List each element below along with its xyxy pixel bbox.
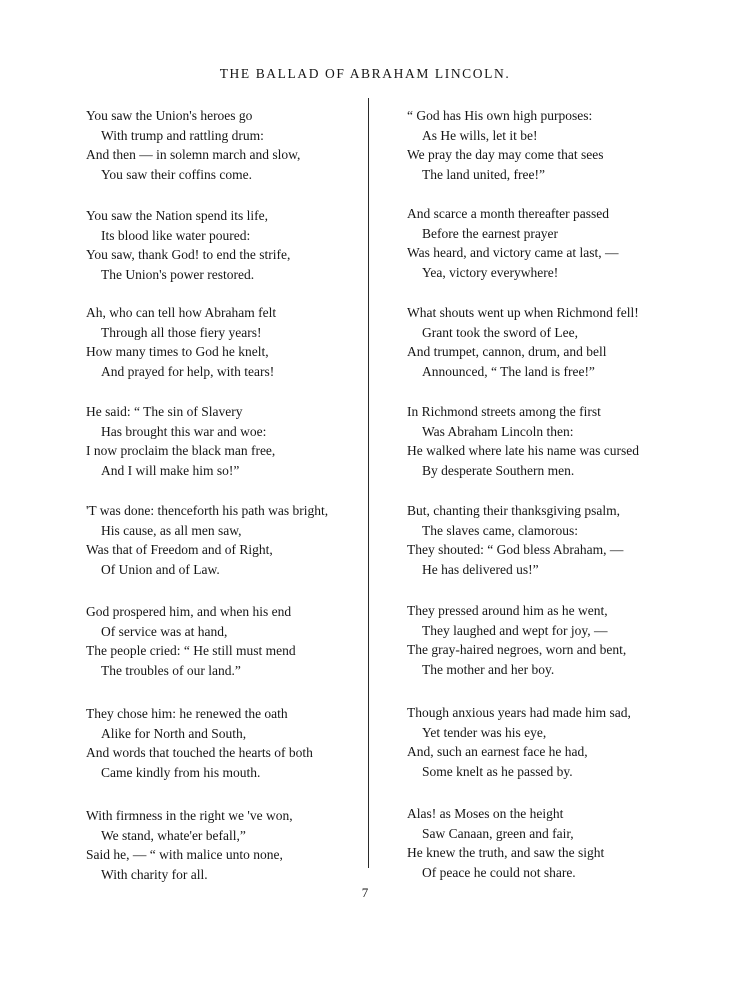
verse-line: Alike for North and South, xyxy=(101,725,247,741)
page-number: 7 xyxy=(361,885,369,900)
verse-line: As He wills, let it be! xyxy=(422,127,538,143)
page-title: THE BALLAD OF ABRAHAM LINCOLN. xyxy=(219,66,511,81)
verse-line: What shouts went up when Richmond fell! xyxy=(407,305,639,320)
verse-line: They pressed around him as he went, xyxy=(407,603,608,618)
verse-line: You saw, thank God! to end the strife, xyxy=(86,247,291,262)
stanza xyxy=(86,806,356,884)
verse-line: The slaves came, clamorous: xyxy=(422,522,578,538)
verse-line: With trump and rattling drum: xyxy=(101,127,264,143)
stanza xyxy=(86,402,356,480)
verse-line: You saw their coffins come. xyxy=(101,166,252,182)
verse-line: He walked where late his name was cursed xyxy=(407,443,640,458)
stanza xyxy=(86,206,356,284)
verse-line: I now proclaim the black man free, xyxy=(86,443,276,458)
verse-line: Before the earnest prayer xyxy=(422,225,559,241)
verse-line: Announced, “ The land is free!” xyxy=(422,363,595,379)
verse-line: He said: “ The sin of Slavery xyxy=(86,404,243,419)
verse-line: The gray-haired negroes, worn and bent, xyxy=(407,642,627,657)
verse-line: And then — in solemn march and slow, xyxy=(86,147,301,162)
stanza xyxy=(407,703,687,781)
verse-line: They laughed and wept for joy, — xyxy=(422,622,608,638)
verse-line: Said he, — “ with malice unto none, xyxy=(86,847,283,862)
stanza xyxy=(86,303,356,381)
verse-line: He has delivered us!” xyxy=(422,561,539,577)
stanza xyxy=(86,106,356,184)
verse-line: 'T was done: thenceforth his path was bright, xyxy=(86,503,329,518)
verse-line: Came kindly from his mouth. xyxy=(101,764,261,780)
stanza xyxy=(86,501,356,579)
verse-line: Through all those fiery years! xyxy=(101,324,262,340)
stanza xyxy=(86,602,356,680)
stanza xyxy=(407,402,687,480)
verse-line: You saw the Union's heroes go xyxy=(86,108,253,123)
verse-line: With firmness in the right we 've won, xyxy=(86,808,293,823)
verse-line: His cause, as all men saw, xyxy=(101,522,242,538)
verse-line: With charity for all. xyxy=(101,866,208,882)
verse-line: Ah, who can tell how Abraham felt xyxy=(86,305,277,320)
verse-line: The mother and her boy. xyxy=(422,661,555,677)
verse-line: Some knelt as he passed by. xyxy=(422,763,573,779)
verse-line: He knew the truth, and saw the sight xyxy=(407,845,605,860)
verse-line: We pray the day may come that sees xyxy=(407,147,604,162)
verse-line: They chose him: he renewed the oath xyxy=(86,706,288,721)
verse-line: Its blood like water poured: xyxy=(101,227,251,243)
verse-line: Though anxious years had made him sad, xyxy=(407,705,631,720)
verse-line: Yet tender was his eye, xyxy=(422,724,547,740)
column-divider xyxy=(368,98,369,868)
verse-line: But, chanting their thanksgiving psalm, xyxy=(407,503,620,518)
verse-line: And I will make him so!” xyxy=(101,462,240,478)
stanza xyxy=(407,303,687,381)
verse-line: Grant took the sword of Lee, xyxy=(422,324,578,340)
verse-line: The land united, free!” xyxy=(422,166,545,182)
stanza xyxy=(407,804,687,882)
verse-line: Yea, victory everywhere! xyxy=(422,264,559,280)
verse-line: And, such an earnest face he had, xyxy=(407,744,588,759)
verse-line: You saw the Nation spend its life, xyxy=(86,208,268,223)
verse-line: Was Abraham Lincoln then: xyxy=(422,423,574,439)
stanza xyxy=(86,704,356,782)
verse-line: By desperate Southern men. xyxy=(422,462,575,478)
verse-line: They shouted: “ God bless Abraham, — xyxy=(407,542,624,557)
verse-line: Of service was at hand, xyxy=(101,623,228,639)
verse-line: And words that touched the hearts of both xyxy=(86,745,313,760)
verse-line: Of peace he could not share. xyxy=(422,864,576,880)
stanza xyxy=(407,106,687,184)
verse-line: And trumpet, cannon, drum, and bell xyxy=(407,344,607,359)
verse-line: In Richmond streets among the first xyxy=(407,404,601,419)
verse-line: The troubles of our land.” xyxy=(101,662,241,678)
verse-line: Was that of Freedom and of Right, xyxy=(86,542,273,557)
verse-line: The Union's power restored. xyxy=(101,266,255,282)
verse-line: How many times to God he knelt, xyxy=(86,344,269,359)
verse-line: And prayed for help, with tears! xyxy=(101,363,275,379)
verse-line: Has brought this war and woe: xyxy=(101,423,267,439)
verse-line: We stand, whate'er befall,” xyxy=(101,827,246,843)
verse-line: Saw Canaan, green and fair, xyxy=(422,825,574,841)
verse-line: God prospered him, and when his end xyxy=(86,604,292,619)
verse-line: The people cried: “ He still must mend xyxy=(86,643,296,658)
verse-line: And scarce a month thereafter passed xyxy=(407,206,610,221)
verse-line: “ God has His own high purposes: xyxy=(407,108,593,123)
verse-line: Was heard, and victory came at last, — xyxy=(407,245,619,260)
verse-line: Of Union and of Law. xyxy=(101,561,220,577)
stanza xyxy=(407,601,687,679)
stanza xyxy=(407,501,687,579)
verse-line: Alas! as Moses on the height xyxy=(407,806,564,821)
stanza xyxy=(407,204,687,282)
